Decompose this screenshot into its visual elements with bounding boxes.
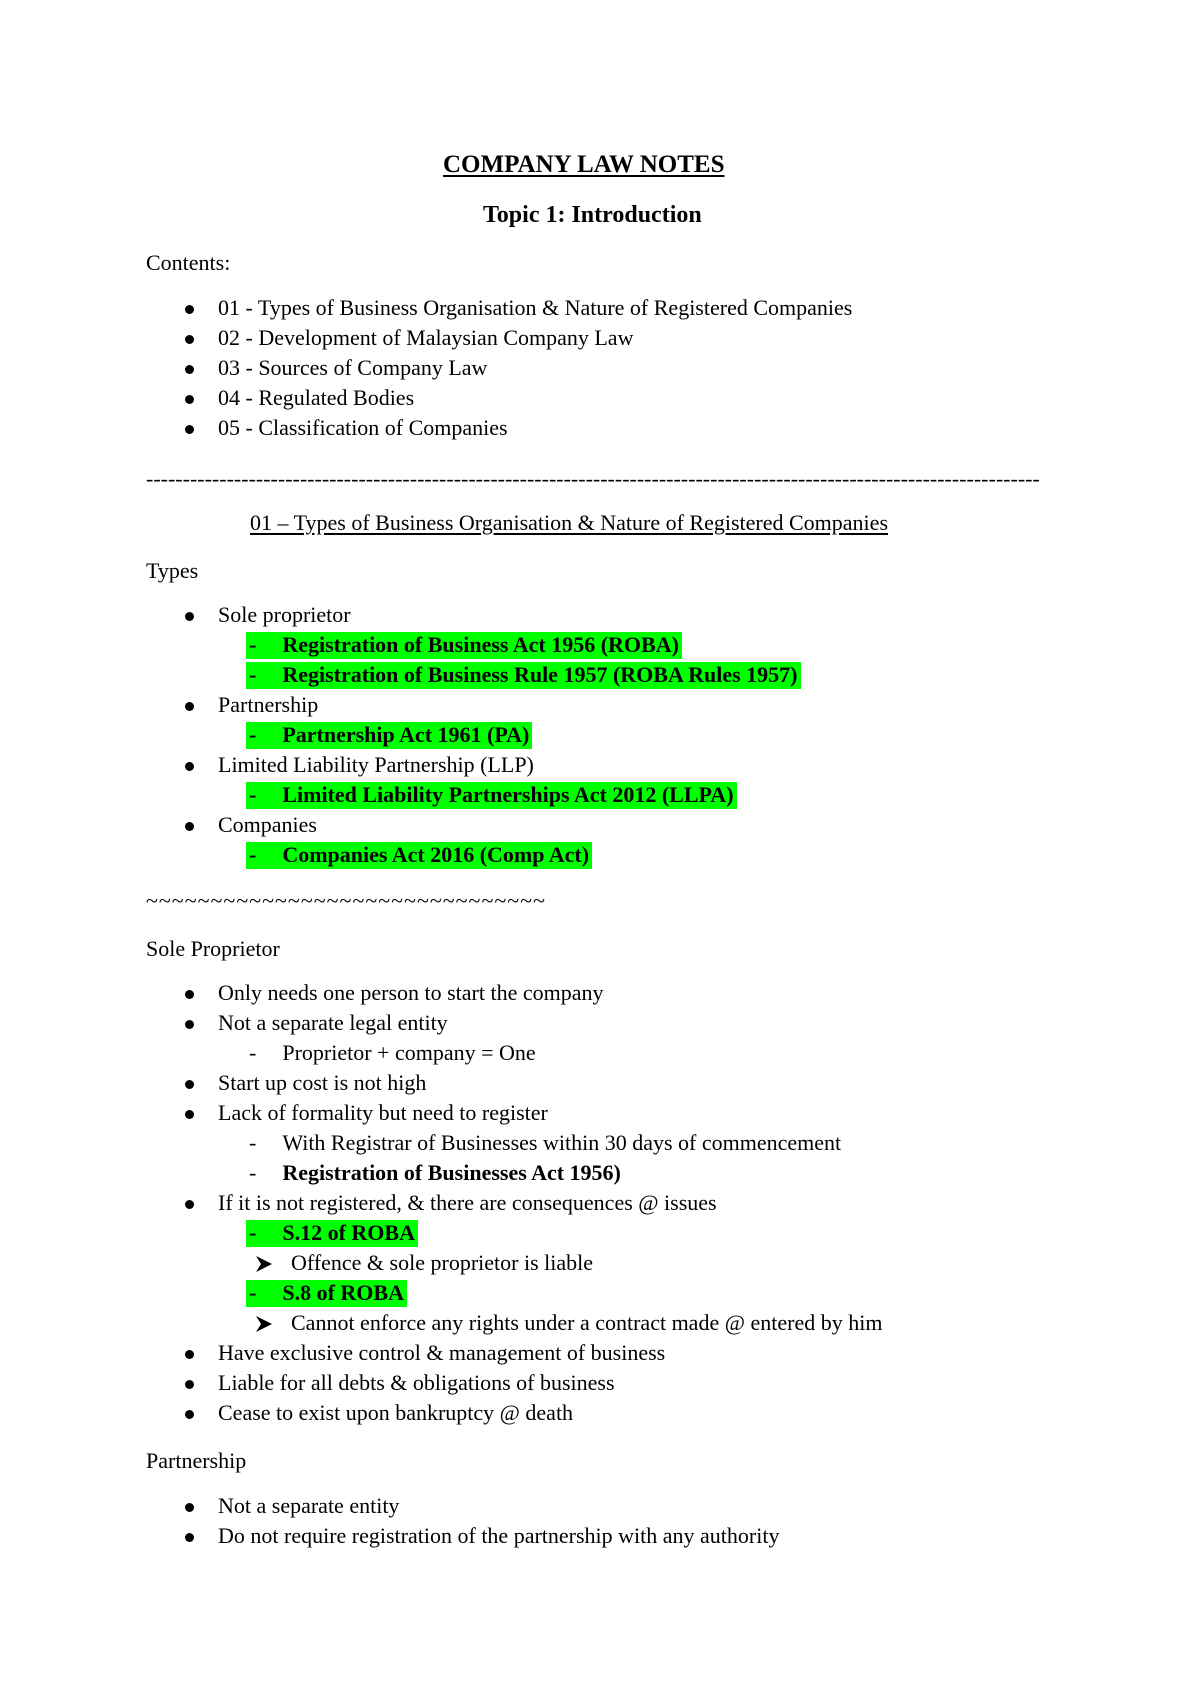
sub-item: - Proprietor + company = One xyxy=(249,1040,536,1065)
bullet xyxy=(185,1533,194,1542)
statute-highlight: - S.8 of ROBA xyxy=(246,1280,407,1307)
topic-heading: Topic 1: Introduction xyxy=(483,202,702,228)
bullet xyxy=(185,425,194,434)
statute-highlight: - Companies Act 2016 (Comp Act) xyxy=(246,842,592,869)
bullet xyxy=(185,305,194,314)
arrow-bullet-icon xyxy=(254,1315,274,1333)
contents-item: 02 - Development of Malaysian Company Law xyxy=(218,325,634,350)
contents-item: 05 - Classification of Companies xyxy=(218,415,508,440)
section-heading: 01 – Types of Business Organisation & Nature of Registered Companies xyxy=(250,510,888,535)
arrow-item: Offence & sole proprietor is liable xyxy=(291,1250,593,1275)
sub-item: - With Registrar of Businesses within 30 days of commencement xyxy=(249,1130,842,1155)
arrow-bullet-icon xyxy=(254,1255,274,1273)
list-item: Do not require registration of the partnership with any authority xyxy=(218,1523,780,1548)
bullet xyxy=(185,1410,194,1419)
list-item: Lack of formality but need to register xyxy=(218,1100,548,1125)
bullet xyxy=(185,990,194,999)
bullet xyxy=(185,612,194,621)
arrow-item: Cannot enforce any rights under a contract made @ entered by him xyxy=(291,1310,883,1335)
statute-highlight: - Partnership Act 1961 (PA) xyxy=(246,722,532,749)
contents-item: 01 - Types of Business Organisation & Nature of Registered Companies xyxy=(218,295,853,320)
bullet xyxy=(185,1110,194,1119)
list-item: Liable for all debts & obligations of business xyxy=(218,1370,615,1395)
statute-highlight: - S.12 of ROBA xyxy=(246,1220,418,1247)
list-item: Only needs one person to start the company xyxy=(218,980,604,1005)
bullet xyxy=(185,1080,194,1089)
sub-item: - Registration of Businesses Act 1956) xyxy=(249,1160,621,1185)
list-item: Cease to exist upon bankruptcy @ death xyxy=(218,1400,574,1425)
tilde-divider: ~~~~~~~~~~~~~~~~~~~~~~~~~~~~~~~ xyxy=(146,888,546,913)
contents-item: 03 - Sources of Company Law xyxy=(218,355,488,380)
types-label: Types xyxy=(146,558,199,583)
bullet xyxy=(185,1350,194,1359)
statute-highlight: - Registration of Business Act 1956 (ROBA) xyxy=(246,632,682,659)
list-item: Not a separate entity xyxy=(218,1493,400,1518)
type-item: Limited Liability Partnership (LLP) xyxy=(218,752,534,777)
bullet xyxy=(185,1380,194,1389)
bullet xyxy=(185,1200,194,1209)
list-item: If it is not registered, & there are consequences @ issues xyxy=(218,1190,717,1215)
doc-title: COMPANY LAW NOTES xyxy=(443,151,725,178)
statute-highlight: - Limited Liability Partnerships Act 2012 (LLPA) xyxy=(246,782,737,809)
contents-label: Contents: xyxy=(146,250,231,275)
bullet xyxy=(185,1503,194,1512)
subsection-heading: Partnership xyxy=(146,1448,247,1473)
list-item: Have exclusive control & management of business xyxy=(218,1340,666,1365)
type-item: Sole proprietor xyxy=(218,602,351,627)
dashed-divider: -------------------------------------------------------------------------------------------------------------------------- xyxy=(146,468,1040,490)
subsection-heading: Sole Proprietor xyxy=(146,936,280,961)
bullet xyxy=(185,335,194,344)
bullet xyxy=(185,1020,194,1029)
bullet xyxy=(185,822,194,831)
type-item: Partnership xyxy=(218,692,319,717)
contents-item: 04 - Regulated Bodies xyxy=(218,385,415,410)
statute-highlight: - Registration of Business Rule 1957 (ROBA Rules 1957) xyxy=(246,662,801,689)
bullet xyxy=(185,762,194,771)
list-item: Start up cost is not high xyxy=(218,1070,427,1095)
bullet xyxy=(185,365,194,374)
type-item: Companies xyxy=(218,812,317,837)
bullet xyxy=(185,702,194,711)
bullet xyxy=(185,395,194,404)
list-item: Not a separate legal entity xyxy=(218,1010,448,1035)
